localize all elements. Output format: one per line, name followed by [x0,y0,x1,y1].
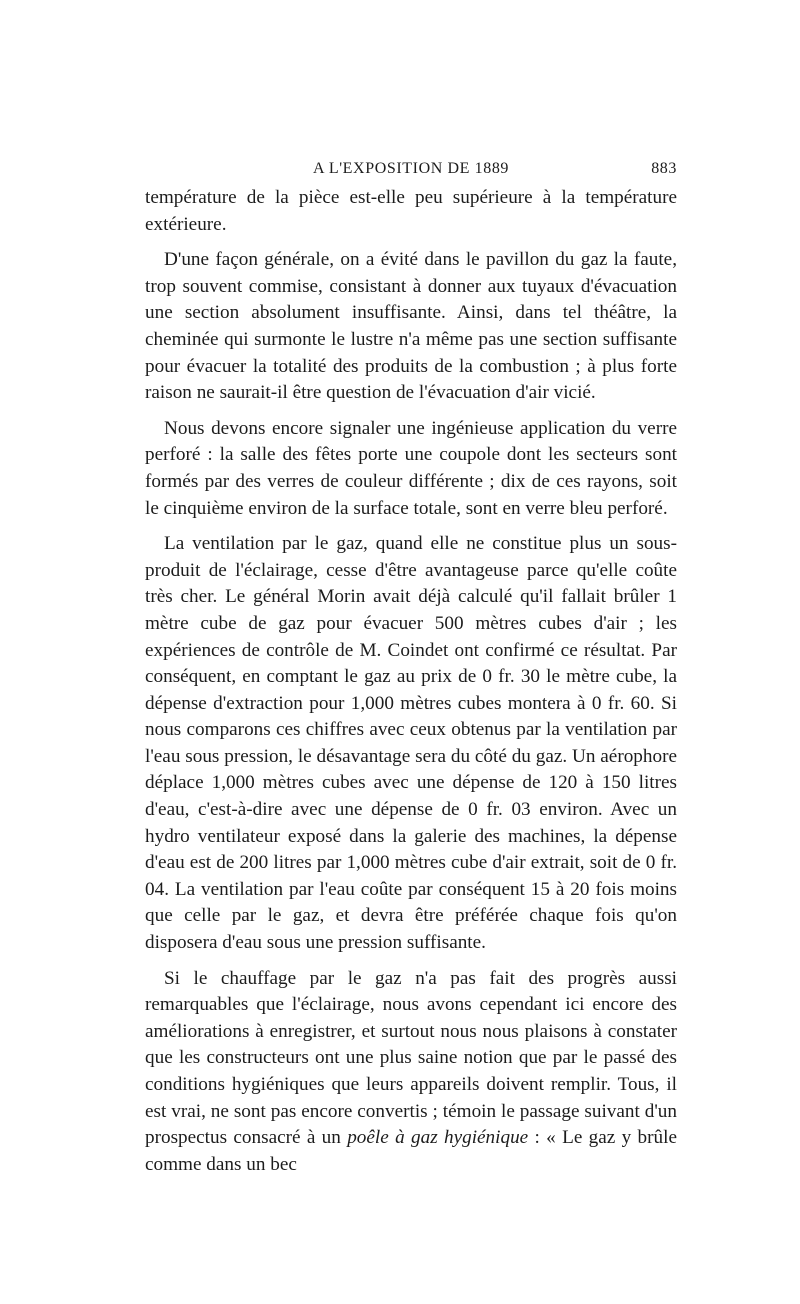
paragraph [145,966,677,1179]
paragraph: La ventilation par le gaz, quand elle ne constitue plus un sous-produit de l'éclairage, cesse d'être avantageuse parce qu'elle coûte très cher. Le général Morin avait déjà calculé qu'il fallait brûler 1 mètre cube de gaz pour évacuer 500 mètres cubes d'air ; les expériences de contrôle de M. Coindet ont confirmé ce résultat. Par conséquent, en comptant le gaz au prix de 0 fr. 30 le mètre cube, la dépense d'extraction pour 1,000 mètres cubes montera à 0 fr. 60. Si nous comparons ces chiffres avec ceux obtenus par la ventilation par l'eau sous pression, le désavantage sera du côté du gaz. Un aérophore déplace 1,000 mètres cubes avec une dépense de 120 à 150 litres d'eau, c'est-à-dire avec une dépense de 0 fr. 03 environ. Avec un hydro ventilateur exposé dans la galerie des machines, la dépense d'eau est de 200 litres par 1,000 mètres cube d'air extrait, soit de 0 fr. 04. La ventilation par l'eau coûte par conséquent 15 à 20 fois moins que celle par le gaz, et devra être préférée chaque fois qu'on disposera d'eau sous une pression suffisante. [145,533,677,954]
running-title: A L'EXPOSITION DE 1889 [312,160,510,177]
body-text [145,185,677,1187]
paragraph: D'une façon générale, on a évité dans le pavillon du gaz la faute, trop souvent commise, consistant à donner aux tuyaux d'évacuation une section absolument insuffisante. Ainsi, dans tel théâtre, la cheminée qui surmonte le lustre n'a même pas une section suffisante pour évacuer la totalité des produits de la combustion ; à plus forte raison ne saurait-il être question de l'évacuation d'air vicié. [145,249,677,404]
page-number: 883 [651,160,677,177]
paragraph-text: Si le chauffage par le gaz n'a pas fait des progrès aussi remarquables que l'éclairage, nous avons cependant ici encore des améliorations à enregistrer, et surtout nous nous plaisons à constater que les constructeurs ont une plus saine notion que par le passé des conditions hygiéniques que leurs appareils doivent remplir. Tous, il est vrai, ne sont pas encore convertis ; témoin le passage suivant d'un prospectus consacré à un [145,967,677,1149]
paragraph: température de la pièce est-elle peu supérieure à la température extérieure. [145,187,677,235]
paragraph: Nous devons encore signaler une ingénieuse application du verre perforé : la salle des fêtes porte une coupole dont les secteurs sont formés par des verres de couleur différente ; dix de ces rayons, soit le cinquième environ de la surface totale, sont en verre bleu perforé. [145,417,677,519]
running-head [145,160,677,184]
paragraph-text-continued: : « Le gaz y brûle comme dans un bec [145,1127,677,1175]
italic-phrase: poêle à gaz hygiénique [347,1127,529,1149]
